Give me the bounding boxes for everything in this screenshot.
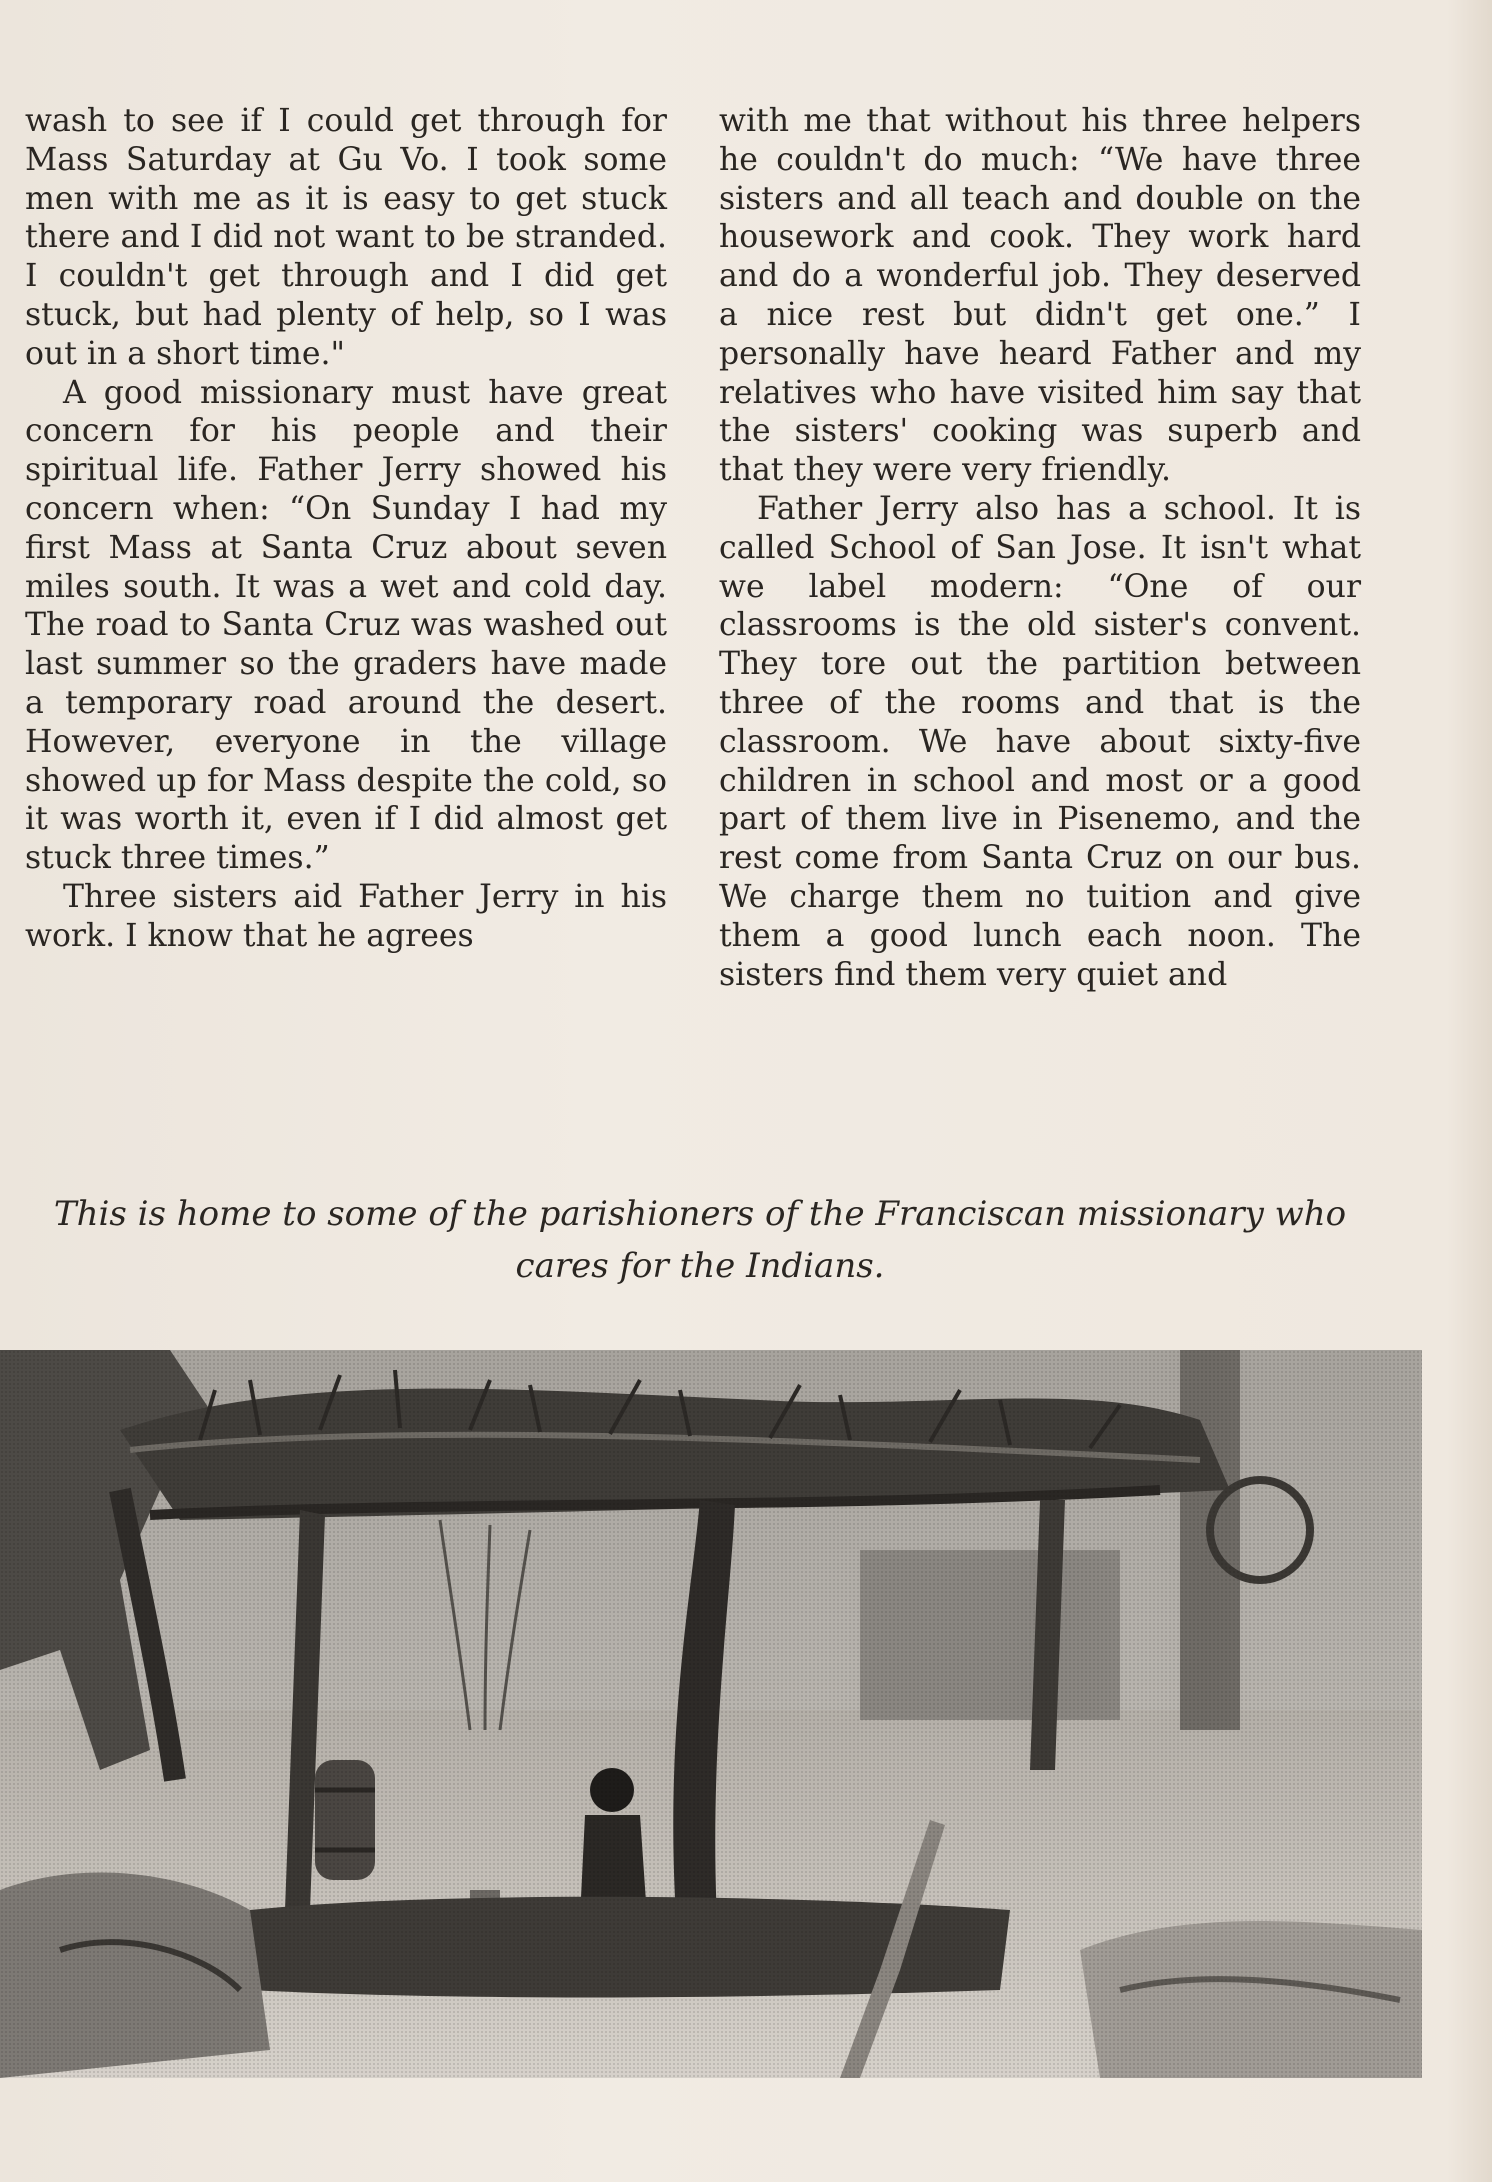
photograph-ramada-shelter	[0, 1350, 1422, 2078]
text-column-left	[25, 102, 667, 956]
paragraph: with me that without his three helpers he couldn't do much: “We have three sisters and all teach and double on the housework and cook. They work hard and do a wonderful job. They deserved a nice rest but didn't get one.” I personally have heard Father and my relatives who have visited him say that the sisters' cooking was superb and that they were very friendly.	[719, 103, 1361, 489]
photo-caption: This is home to some of the parishioners of the Franciscan missionary who cares for the Indians.	[53, 1194, 1347, 1286]
text-column-right	[719, 102, 1361, 994]
paragraph: Father Jerry also has a school. It is called School of San Jose. It isn't what we label modern: “One of our classrooms is the old sister's convent. They tore out the partition between three of the rooms and that is the classroom. We have about sixty-five children in school and most or a good part of them live in Pisenemo, and the rest come from Santa Cruz on our bus. We charge them no tuition and give them a good lunch each noon. The sisters find them very quiet and	[719, 490, 1361, 993]
paragraph: A good missionary must have great concern for his people and their spiritual life. Father Jerry showed his concern when: “On Sunday I had my first Mass at Santa Cruz about seven miles south. It was a wet and cold day. The road to Santa Cruz was washed out last summer so the graders have made a temporary road around the desert. However, everyone in the village showed up for Mass despite the cold, so it was worth it, even if I did almost get stuck three times.”	[25, 374, 667, 877]
paragraph: wash to see if I could get through for Mass Saturday at Gu Vo. I took some men with me as it is easy to get stuck there and I did not want to be stranded. I couldn't get through and I did get stuck, but had plenty of help, so I was out in a short time."	[25, 103, 667, 372]
paragraph: Three sisters aid Father Jerry in his work. I know that he agrees	[25, 878, 667, 954]
